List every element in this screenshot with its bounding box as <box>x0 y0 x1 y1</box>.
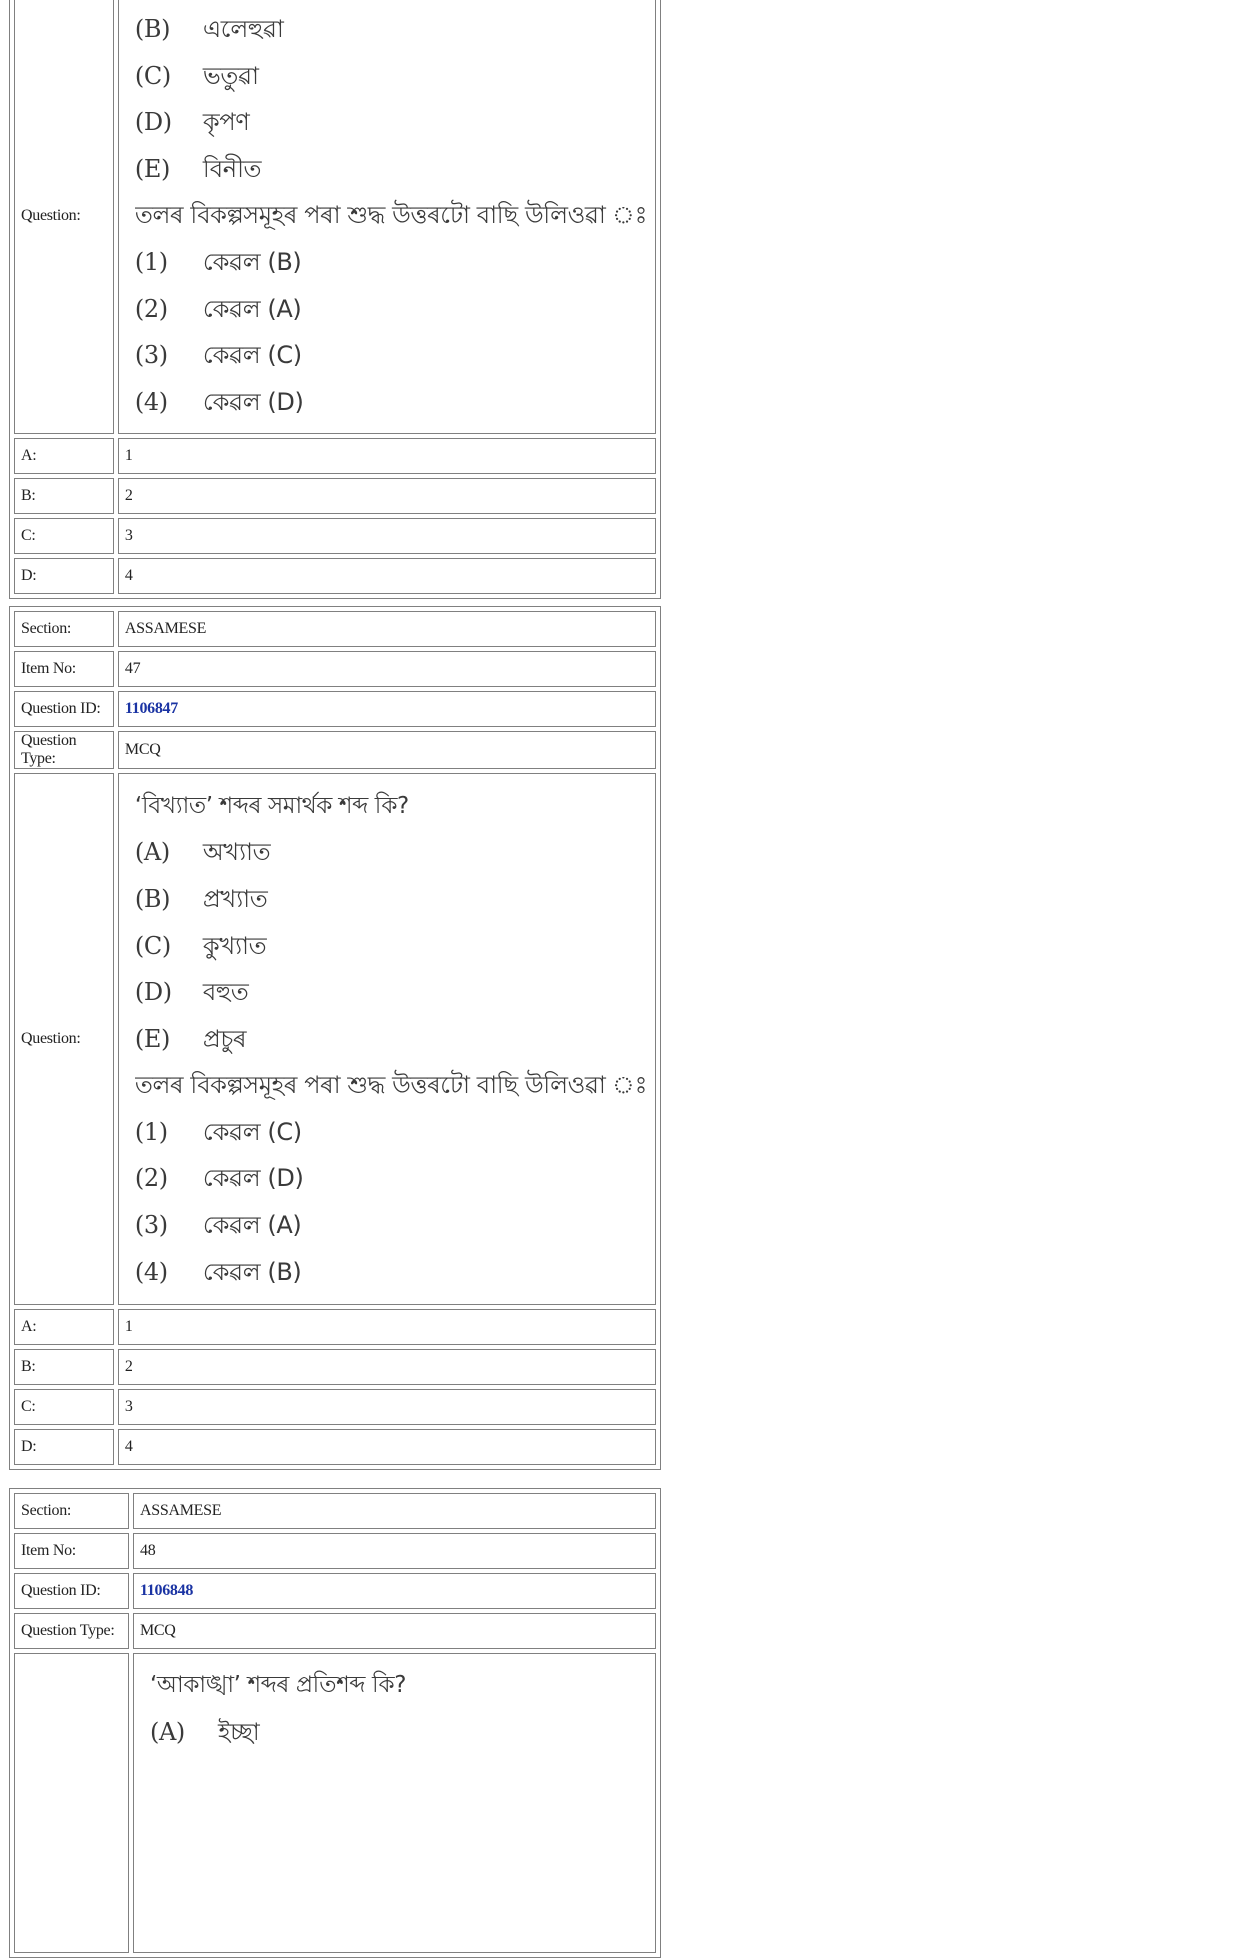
choice-2: (2) কেৱল (A) <box>134 294 302 323</box>
answer-d-value: 4 <box>118 1429 656 1465</box>
question-stem: ‘আকাঙ্খা’ শব্দৰ প্ৰতিশব্দ কি? <box>150 1672 407 1698</box>
answer-b-label: B: <box>14 1349 114 1385</box>
answer-c-label: C: <box>14 518 114 554</box>
section-label: Section: <box>14 1493 129 1529</box>
question-body <box>133 1653 656 1953</box>
question-body <box>118 773 656 1305</box>
option-c: (C) ভতুৱা <box>134 61 259 90</box>
option-d: (D) বহুত <box>134 978 249 1007</box>
item-no-value: 48 <box>133 1533 656 1569</box>
question-type-value: MCQ <box>118 731 656 769</box>
answer-c-value: 3 <box>118 1389 656 1425</box>
answer-a-value: 1 <box>118 438 656 474</box>
question-id-value: 1106847 <box>118 691 656 727</box>
question-label <box>14 1653 129 1953</box>
choice-4: (4) কেৱল (D) <box>134 387 304 416</box>
question-table-46 <box>9 0 661 599</box>
option-a: (A) ইচ্ছা <box>150 1717 260 1746</box>
option-c: (C) কুখ্যাত <box>134 931 267 960</box>
instruction-text: তলৰ বিকল্পসমূহৰ পৰা শুদ্ধ উত্তৰটো বাছি উলিওৱা ঃ <box>134 201 647 230</box>
item-no-label: Item No: <box>14 651 114 687</box>
question-type-label: Question Type: <box>14 731 114 769</box>
question-body <box>118 0 656 434</box>
answer-a-label: A: <box>14 438 114 474</box>
option-e: (E) বিনীত <box>134 154 262 183</box>
option-a: (A) অখ্যাত <box>134 838 271 867</box>
question-label: Question: <box>14 0 114 434</box>
answer-c-value: 3 <box>118 518 656 554</box>
answer-b-label: B: <box>14 478 114 514</box>
question-table-47 <box>9 606 661 1470</box>
question-stem: ‘বিখ্যাত’ শব্দৰ সমাৰ্থক শব্দ কি? <box>134 792 409 819</box>
question-id-label: Question ID: <box>14 691 114 727</box>
item-no-label: Item No: <box>14 1533 129 1569</box>
option-e: (E) প্ৰচুৰ <box>134 1024 247 1053</box>
choice-3: (3) কেৱল (C) <box>134 341 302 370</box>
instruction-text: তলৰ বিকল্পসমূহৰ পৰা শুদ্ধ উত্তৰটো বাছি উলিওৱা ঃ <box>134 1071 647 1100</box>
question-label: Question: <box>14 773 114 1305</box>
question-type-label: Question Type: <box>14 1613 129 1649</box>
section-value: ASSAMESE <box>118 611 656 647</box>
question-type-value: MCQ <box>133 1613 656 1649</box>
answer-d-label: D: <box>14 558 114 594</box>
answer-d-label: D: <box>14 1429 114 1465</box>
section-value: ASSAMESE <box>133 1493 656 1529</box>
item-no-value: 47 <box>118 651 656 687</box>
answer-c-label: C: <box>14 1389 114 1425</box>
choice-3: (3) কেৱল (A) <box>134 1211 302 1240</box>
option-d: (D) কৃপণ <box>134 108 250 137</box>
choice-2: (2) কেৱল (D) <box>134 1164 304 1193</box>
choice-1: (1) কেৱল (B) <box>134 247 302 276</box>
option-b: (B) প্ৰখ্যাত <box>134 884 268 913</box>
choice-4: (4) কেৱল (B) <box>134 1257 302 1286</box>
answer-a-value: 1 <box>118 1309 656 1345</box>
option-b: (B) এলেহুৱা <box>134 15 284 43</box>
answer-a-label: A: <box>14 1309 114 1345</box>
section-label: Section: <box>14 611 114 647</box>
answer-b-value: 2 <box>118 1349 656 1385</box>
answer-d-value: 4 <box>118 558 656 594</box>
question-id-label: Question ID: <box>14 1573 129 1609</box>
answer-b-value: 2 <box>118 478 656 514</box>
question-id-value: 1106848 <box>133 1573 656 1609</box>
question-table-48 <box>9 1488 661 1958</box>
choice-1: (1) কেৱল (C) <box>134 1117 302 1146</box>
